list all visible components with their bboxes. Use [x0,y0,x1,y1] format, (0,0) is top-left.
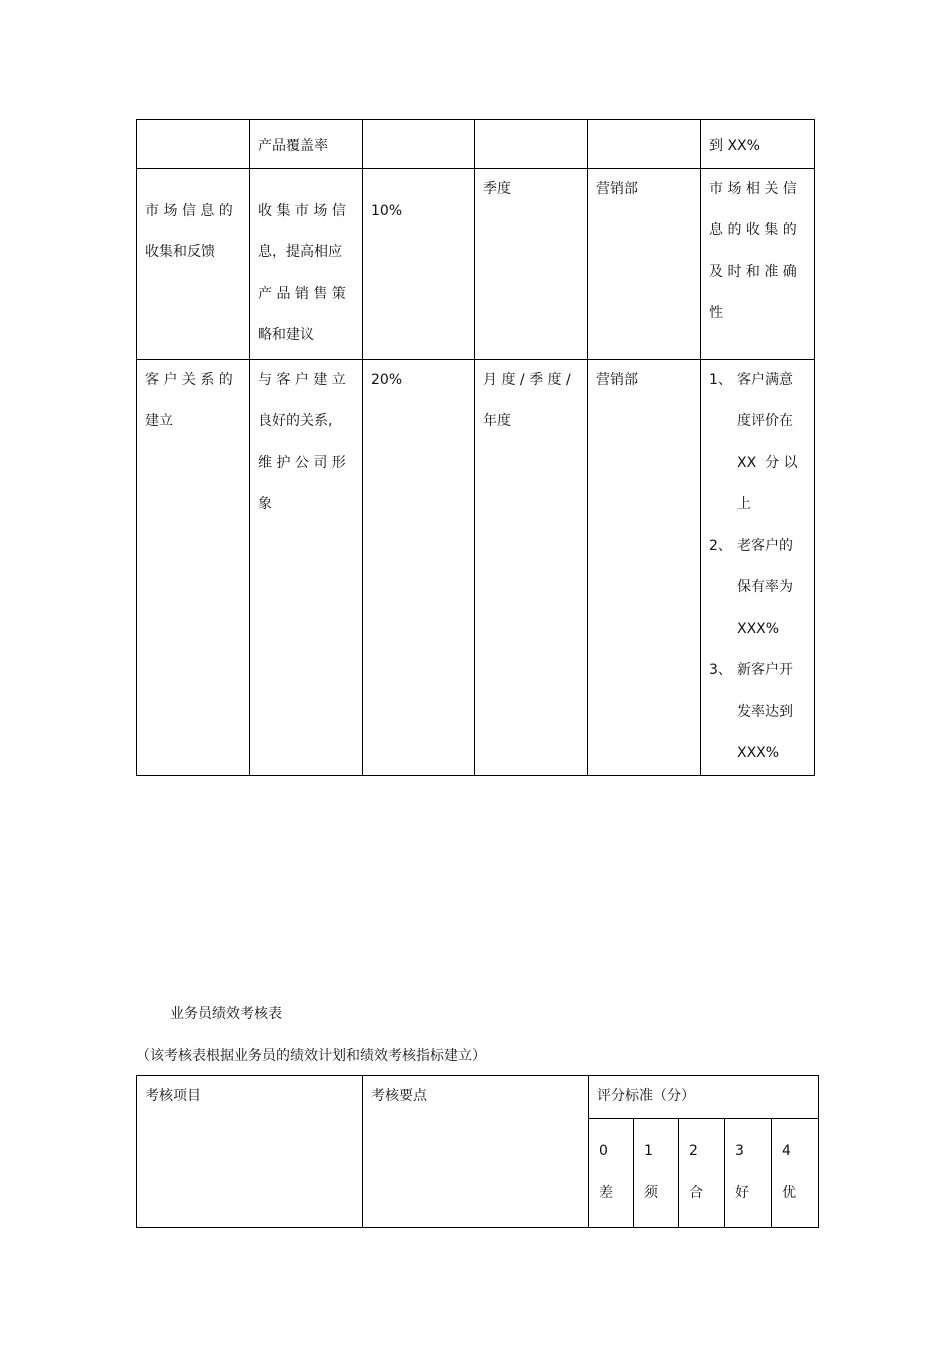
score-cell: 4 优 [772,1119,819,1228]
table-row [137,120,815,169]
table-cell: 营销部 [588,168,701,359]
table-row [137,359,815,775]
table-cell [701,359,815,775]
numbered-list: 1、 客户满意 度评价在 XX 分 以 上 2、 老客户的 保有率为 XXX% 3、 新客户开 发率达到 XXX% [701,360,814,775]
section-title: 业务员绩效考核表 [170,1006,282,1022]
table-cell [363,120,475,169]
table-cell [588,120,701,169]
table-cell: 市 场 信 息 的 收集和反馈 [137,168,250,359]
table-cell: 收 集 市 场 信 息，提高相应 产 品 销 售 策 略和建议 [250,168,363,359]
score-cell: 0 差 [589,1119,634,1228]
score-cell: 2 合 [679,1119,725,1228]
table-cell: 月 度 / 季 度 / 年度 [475,359,588,775]
list-item: 1、 客户满意 [709,371,793,388]
table-cell [475,120,588,169]
table-row [137,168,815,359]
table-cell: 与 客 户 建 立 良好的关系, 维 护 公 司 形 象 [250,359,363,775]
score-cell: 3 好 [725,1119,772,1228]
list-item: 3、 新客户开 [709,662,793,678]
list-item: 2、 老客户的 [709,537,793,554]
score-cell: 1 须 [634,1119,679,1228]
table-cell [137,120,250,169]
header-cell-criteria: 评分标准（分） [589,1076,819,1119]
table-cell: 市 场 相 关 信 息 的 收 集 的 及 时 和 准 确 性 [701,168,815,359]
header-cell-points: 考核要点 [363,1076,589,1228]
table-cell: 营销部 [588,359,701,775]
table-cell: 到 XX% [701,120,815,169]
table-cell: 客 户 关 系 的 建立 [137,359,250,775]
table-cell: 产品覆盖率 [250,120,363,169]
performance-table-continued [136,119,815,776]
table-cell: 20% [363,359,475,775]
salesperson-evaluation-table [136,1075,819,1228]
section-subtitle: （该考核表根据业务员的绩效计划和绩效考核指标建立） [136,1048,486,1064]
table-cell: 季度 [475,168,588,359]
table-cell: 10% [363,168,475,359]
table-header-row [137,1076,819,1119]
header-cell-item: 考核项目 [137,1076,363,1228]
